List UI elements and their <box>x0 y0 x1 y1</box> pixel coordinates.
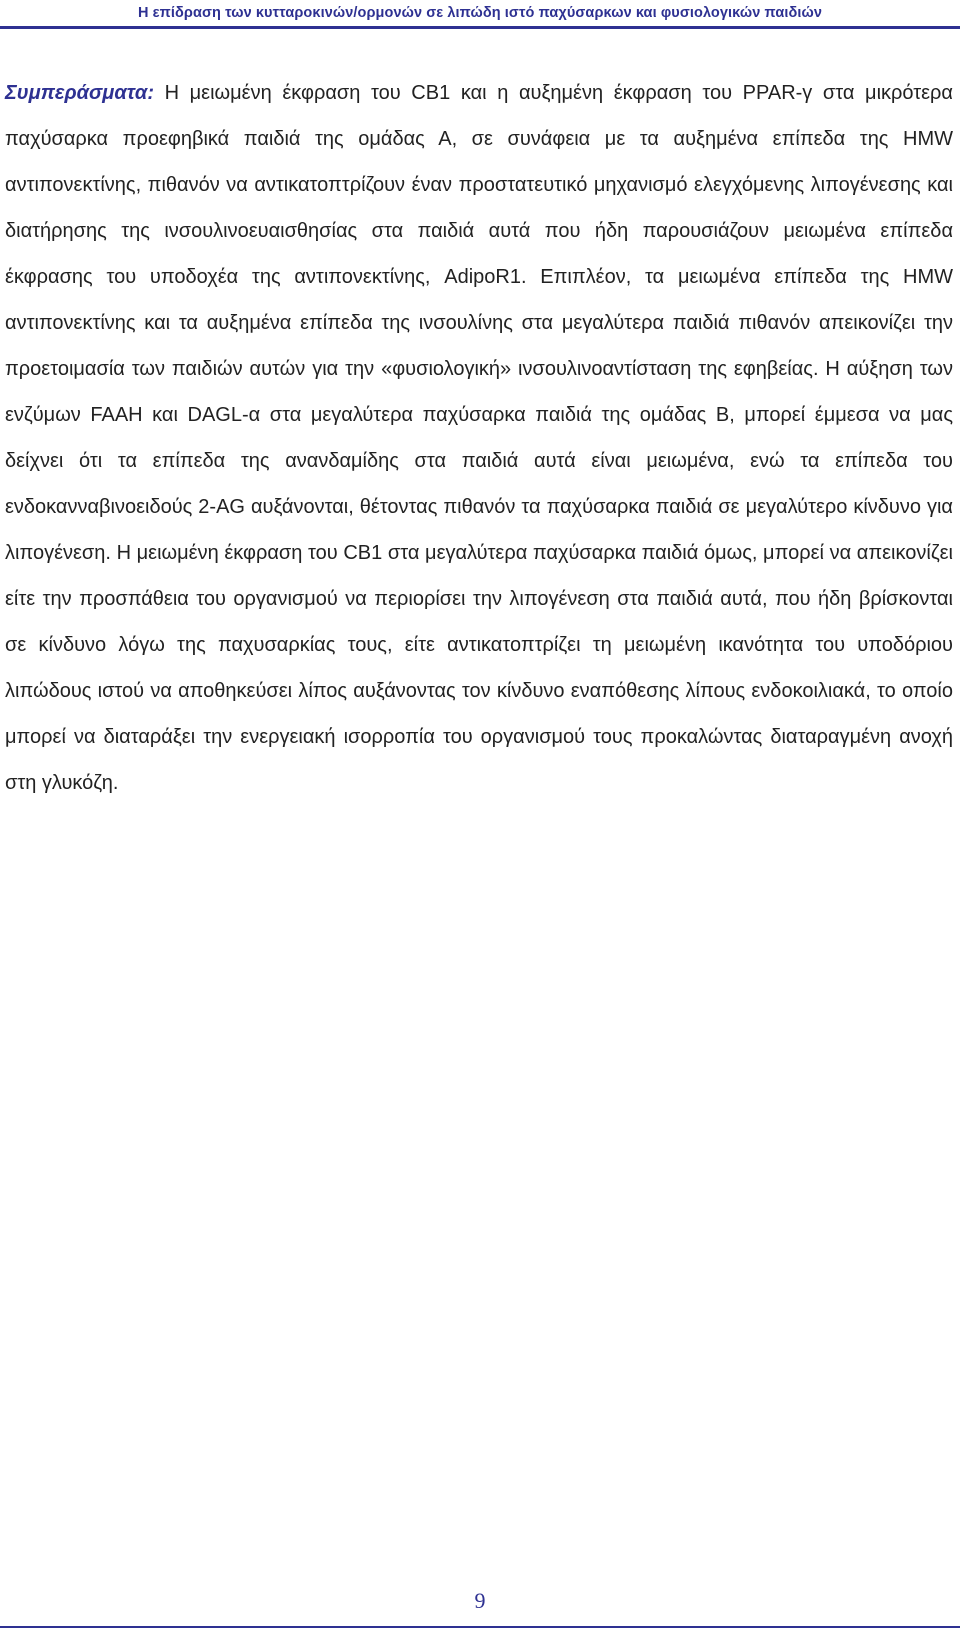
conclusions-label: Συμπεράσματα: <box>5 82 154 104</box>
running-header <box>0 0 960 30</box>
conclusions-paragraph <box>5 70 953 806</box>
conclusions-text: Η μειωμένη έκφραση του CB1 και η αυξημένη έκφραση του PPAR-γ στα μικρότερα παχύσαρκα προεφηβικά παιδιά της ομάδας Α, σε συνάφεια με τα αυξημένα επίπεδα της HMW αντιπονεκτίνης, πιθανόν να αντικατοπτρίζουν έναν προστατευτικό μηχανισμό ελεγχόμενης λιπογένεσης και διατήρησης της ινσουλινοευαισθησίας στα παιδιά αυτά που ήδη παρουσιάζουν μειωμένα επίπεδα έκφρασης του υποδοχέα της αντιπονεκτίνης, AdipoR1. Επιπλέον, τα μειωμένα επίπεδα της HMW αντιπονεκτίνης και τα αυξημένα επίπεδα της ινσουλίνης στα μεγαλύτερα παιδιά πιθανόν απεικονίζει την προετοιμασία των παιδιών αυτών για την «φυσιολογική» ινσουλινοαντίσταση της εφηβείας. Η αύξηση των ενζύμων FAAH και DAGL-α στα μεγαλύτερα παχύσαρκα παιδιά της ομάδας Β, μπορεί έμμεσα να μας δείχνει ότι τα επίπεδα της ανανδαμίδης στα παιδιά αυτά είναι μειωμένα, ενώ τα επίπεδα του ενδοκανναβινοειδούς 2-AG αυξάνονται, θέτοντας πιθανόν τα παχύσαρκα παιδιά σε μεγαλύτερο κίνδυνο για λιπογένεση. Η μειωμένη έκφραση του CB1 στα μεγαλύτερα παχύσαρκα παιδιά όμως, μπορεί να απεικονίζει είτε την προσπάθεια του οργανισμού να περιορίσει την λιπογένεση στα παιδιά αυτά, που ήδη βρίσκονται σε κίνδυνο λόγω της παχυσαρκίας τους, είτε αντικατοπτρίζει τη μειωμένη ικανότητα του υποδόριου λιπώδους ιστού να αποθηκεύσει λίπος αυξάνοντας τον κίνδυνο εναπόθεσης λίπους ενδοκοιλιακά, το οποίο μπορεί να διαταράξει την ενεργειακή ισορροπία του οργανισμού τους προκαλώντας διαταραγμένη ανοχή στη γλυκόζη. <box>5 82 953 794</box>
page-number: 9 <box>474 1588 486 1613</box>
footer-divider <box>0 1626 960 1628</box>
header-divider <box>0 26 960 29</box>
header-title: Η επίδραση των κυτταροκινών/ορμονών σε λιπώδη ιστό παχύσαρκων και φυσιολογικών παιδιών <box>137 5 823 21</box>
